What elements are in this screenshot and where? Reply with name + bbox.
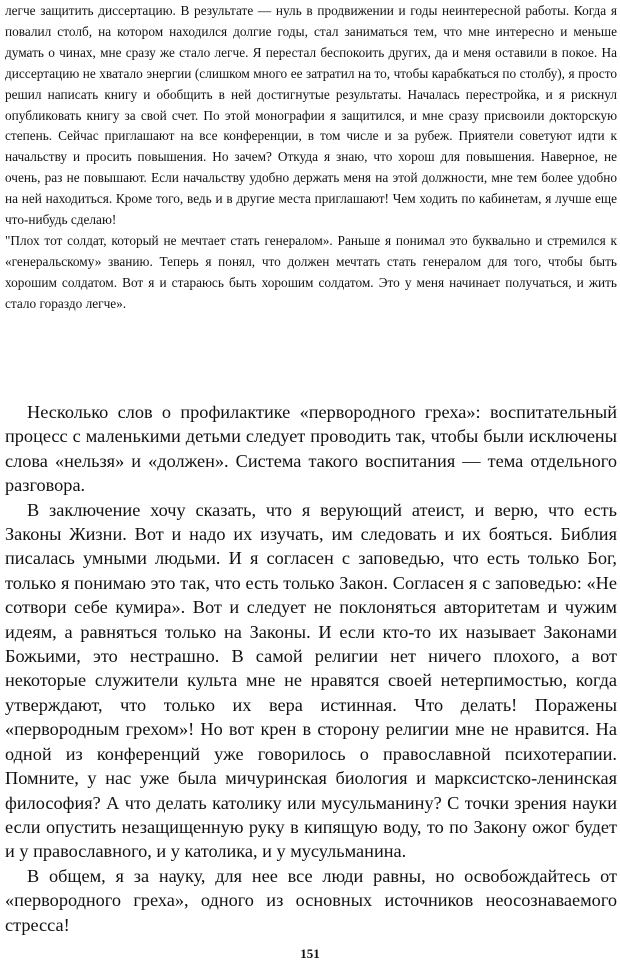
paragraph-prevention: Несколько слов о профилактике «первородного греха»: воспитательный процесс с маленькими детьми следует проводить так, чтобы были исключены слова «нельзя» и «должен». Система такого воспитания — тема отдельного разговора.	[5, 402, 617, 496]
page-number: 151	[300, 946, 320, 961]
main-text	[5, 400, 617, 937]
paragraph-summary: В общем, я за науку, для нее все люди равны, но освобождайтесь от «первородного греха», одного из основных источников неосознаваемого стресса!	[5, 865, 617, 935]
interview-paragraph-1: легче защитить диссертацию. В результате — нуль в продвижении и годы неинтересной работы. Когда я повалил столб, на котором находился долгие годы, стал заниматься тем, что мне интересно и меньше думать о чинах, мне сразу же стало легче. Я перестал беспокоить других, да и меня оставили в покое. На диссертацию не хватало энергии (слишком много ее затратил на то, чтобы карабкаться по столбу), я просто решил написать книгу и обобщить в ней достигнутые результаты. Началась перестройка, и я рискнул опубликовать книгу за свой счет. По этой монографии я защитился, и мне сразу присвоили докторскую степень. Сейчас приглашают на все конференции, в том числе и за рубеж. Приятели советуют идти к начальству и просить повышения. Но зачем? Откуда я знаю, что хорош для повышения. Наверное, не очень, раз не повышают. Если начальству удобно держать меня на этой должности, мне тем более удобно на ней находиться. Кроме того, ведь и в другие места приглашают! Чем ходить по кабинетам, я лучше еще что-нибудь сделаю!	[5, 3, 617, 228]
paragraph-conclusion: В заключение хочу сказать, что я верующий атеист, и верю, что есть Законы Жизни. Вот и надо их изучать, им следовать и их бояться. Библия писалась умными людьми. И я согласен с заповедью, что есть только Бог, только я понимаю это так, что есть только Закон. Согласен я с заповедью: «Не сотвори себе кумира». Вот и следует не поклоняться авторитетам и чужим идеям, а равняться только на Законы. И если кто-то их называет Законами Божьими, это нестрашно. В самой религии нет ничего плохого, а вот некоторые служители культа мне не нравятся своей нетерпимостью, когда утверждают, что только их вера истинная. Что делать! Поражены «первородным грехом»! Но вот крен в сторону религии мне не нравится. На одной из конференций уже говорилось о православной психотерапии. Помните, у нас уже была мичуринская биология и марксистско-ленинская философия? А что делать католику или мусульманину? С точки зрения науки если опустить незащищенную руку в кипящую воду, то по Закону ожог будет и у православного, и у католика, и у мусульманина.	[5, 499, 617, 862]
interview-paragraph-2: "Плох тот солдат, который не мечтает стать генералом». Раньше я понимал это буквально и стремился к «генеральскому» званию. Теперь я понял, что должен мечтать стать генералом для того, чтобы быть хорошим солдатом. Вот я и стараюсь быть хорошим солдатом. Это у меня начинает получаться, и жить стало гораздо легче».	[5, 232, 617, 311]
quoted-interview-block	[5, 1, 617, 315]
